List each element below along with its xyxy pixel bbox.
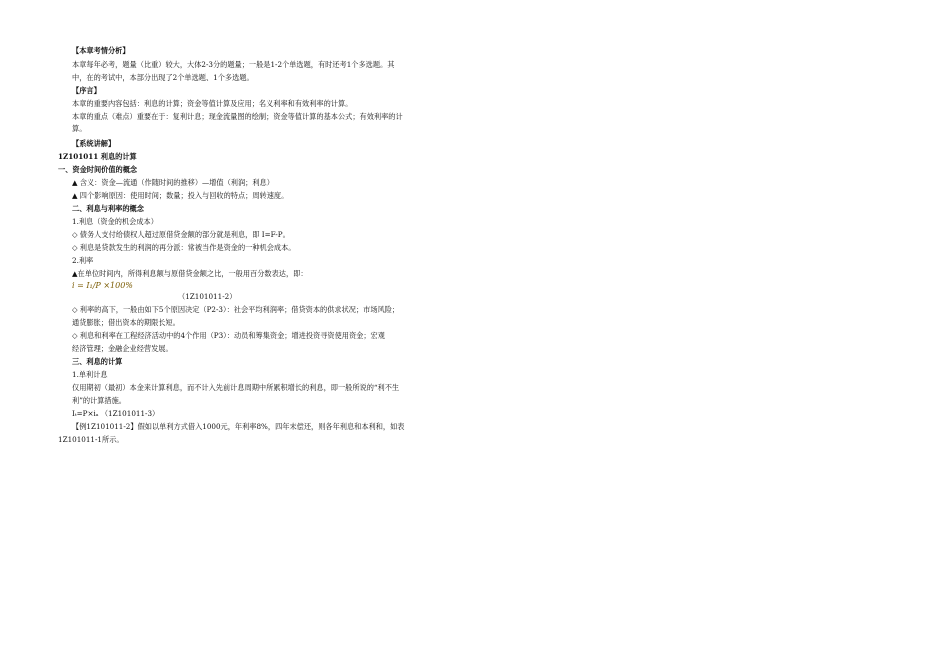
topic-heading: 1Z101011 利息的计算	[58, 152, 137, 161]
formula-number: （1Z101011-2）	[178, 292, 237, 301]
paragraph-line: ▲ 四个影响原因：使用时间；数量；投入与回收的特点；周转速度。	[72, 191, 289, 200]
paragraph-line: 1Z101011-1所示。	[58, 435, 124, 444]
paragraph-line: 算。	[72, 124, 87, 133]
section-heading: 【序言】	[72, 86, 101, 95]
paragraph-line: 1.利息（资金的机会成本）	[72, 217, 158, 226]
paragraph-line: 经济管理；金融企业经营发展。	[72, 344, 173, 353]
paragraph-line: ◇ 利息和利率在工程经济活动中的4个作用（P3）：动员和筹集资金；增进投资寻资使用资金；宏观	[72, 331, 385, 340]
paragraph-line: 本章的重点（难点）重要在于：复利计息；现金流量图的绘制；资金等值计算的基本公式；有效利率的计	[72, 112, 403, 121]
interest-rate-formula: i = I₁/P ×100%	[72, 281, 133, 290]
paragraph-line: 利”的计算措施。	[72, 396, 126, 405]
paragraph-line: 本章每年必考，题量（比重）较大，大体2-3分的题量；一般是1-2个单选题，有时还考1个多选题。其	[72, 60, 395, 69]
paragraph-line: 本章的重要内容包括：利息的计算；资金等值计算及应用；名义利率和有效利率的计算。	[72, 99, 353, 108]
section-heading: 【本章考情分析】	[72, 46, 130, 55]
section-heading: 【系统讲解】	[72, 139, 116, 148]
simple-interest-formula: Iₜ=P×iₐ （1Z101011-3）	[72, 409, 160, 418]
paragraph-line: 通货膨胀；借出资本的期限长短。	[72, 318, 180, 327]
paragraph-line: ▲在单位时间内，所得利息额与原借贷金额之比，一般用百分数表达，即：	[72, 269, 308, 278]
subsection-heading: 二、利息与利率的概念	[72, 204, 144, 213]
paragraph-line: ◇ 债务人支付给债权人超过原借贷金额的部分就是利息，即 I=F-P。	[72, 230, 290, 239]
paragraph-line: ▲ 含义：资金—流通（作随时间的推移）—增值（利润；利息）	[72, 178, 274, 187]
paragraph-line: 仅用期初（最初）本金来计算利息，而不计入先前计息周期中所累积增长的利息，即一般所说的“利不生	[72, 383, 400, 392]
paragraph-line: 【例1Z101011-2】假如以单利方式借入1000元，年利率8%，四年末偿还，则各年利息和本利和，如表	[72, 422, 405, 431]
paragraph-line: 中，在的考试中，本部分出现了2个单选题、1个多选题。	[72, 73, 254, 82]
subsection-heading: 一、资金时间价值的概念	[58, 165, 138, 174]
paragraph-line: 1.单利计息	[72, 370, 108, 379]
paragraph-line: 2.利率	[72, 256, 94, 265]
subsection-heading: 三、利息的计算	[72, 357, 123, 366]
paragraph-line: ◇ 利息是贷款发生的利润的再分派：常被当作是资金的一种机会成本。	[72, 243, 296, 252]
paragraph-line: ◇ 利率的高下，一般由如下5个原因决定（P2-3）：社会平均利润率；借贷资本的供求状况；市场风险；	[72, 305, 400, 314]
